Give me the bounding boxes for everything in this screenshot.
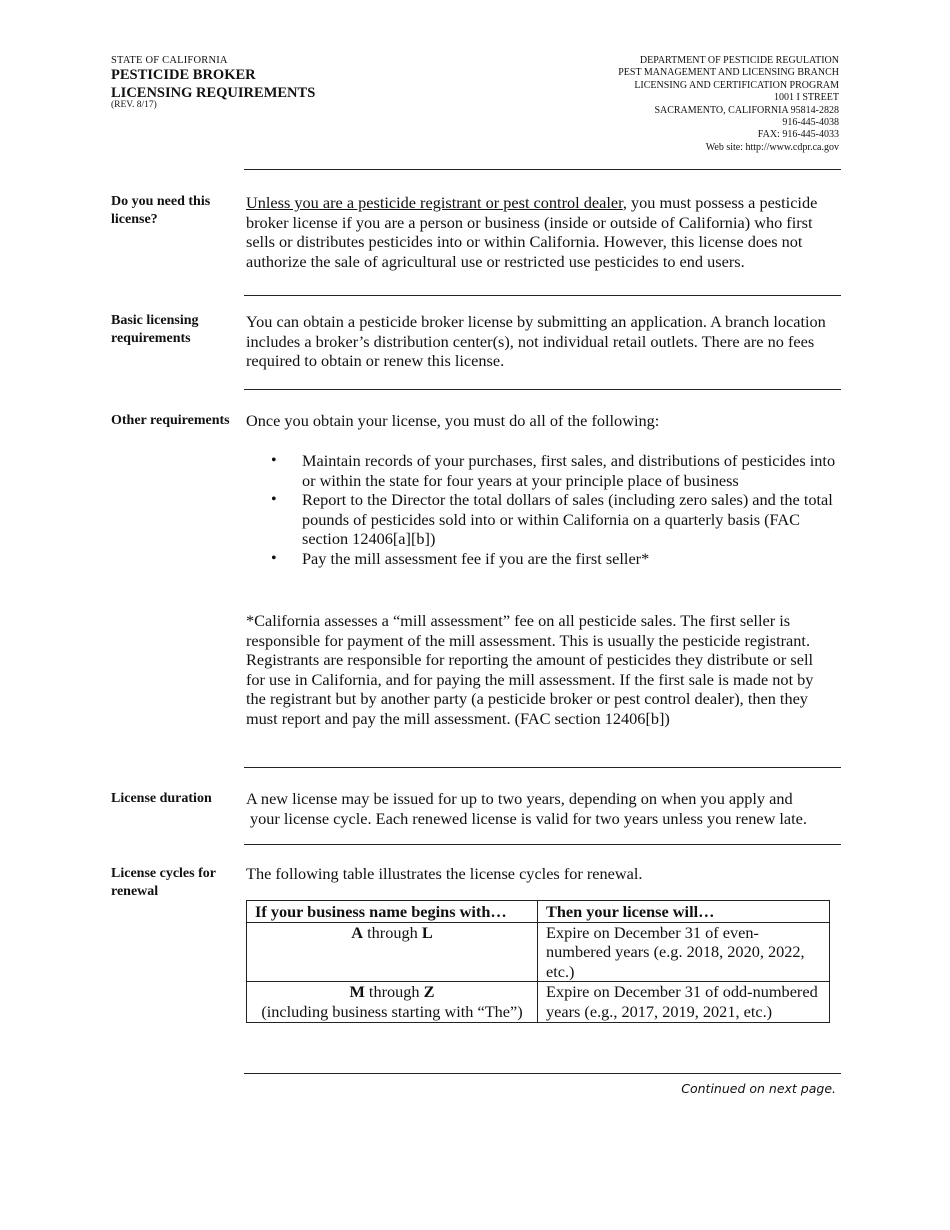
other-intro: Once you obtain your license, you must do all of the following:: [246, 411, 660, 430]
divider: [244, 295, 841, 296]
bullet-icon: •: [271, 491, 277, 509]
dept-line: 1001 I STREET: [774, 92, 839, 104]
dept-line: FAX: 916-445-4033: [757, 129, 839, 141]
department-address-block: [618, 55, 839, 154]
expiry-cell: Expire on December 31 of odd-numbered years (e.g., 2017, 2019, 2021, etc.): [538, 982, 830, 1022]
doc-title-line1: PESTICIDE BROKER: [111, 67, 256, 83]
website-line: Web site: http://www.cdpr.ca.gov: [705, 141, 839, 153]
duration-label: License duration: [111, 791, 212, 806]
name-range-cell: M through Z (including business starting with “The”): [247, 982, 538, 1022]
table-row: [247, 922, 830, 982]
dept-line: 916-445-4038: [782, 117, 839, 129]
need-body-text: , you must possess a pesticide broker license if you are a person or business (inside or outside of California) who first sells or distributes pesticides into or within California. However, this license does not authorize the sale of agricultural use or restricted use pesticides to end users.: [246, 193, 818, 271]
table-row: [247, 982, 830, 1022]
state-label: STATE OF CALIFORNIA: [111, 55, 228, 66]
need-label: Do you need this license?: [111, 194, 211, 227]
dept-line: SACRAMENTO, CALIFORNIA 95814-2828: [654, 104, 839, 116]
dept-line: DEPARTMENT OF PESTICIDE REGULATION: [639, 55, 839, 66]
table-header-row: [247, 901, 830, 923]
cycles-label: License cycles for renewal: [111, 866, 216, 899]
dept-line: LICENSING AND CERTIFICATION PROGRAM: [634, 79, 839, 91]
table-header-cell: If your business name begins with…: [247, 901, 538, 923]
bullet-icon: •: [271, 549, 277, 567]
basic-text: You can obtain a pesticide broker license by submitting an application. A branch location includes a broker’s distribution center(s), not individual retail outlets. There are no fees required to obtain or renew this license.: [246, 312, 826, 371]
dept-line: PEST MANAGEMENT AND LICENSING BRANCH: [618, 67, 839, 79]
table-header-cell: Then your license will…: [538, 901, 830, 923]
other-label: Other requirements: [111, 413, 230, 428]
duration-text: A new license may be issued for up to two years, depending on when you apply and your license cycle. Each renewed license is valid for two years unless you renew late.: [246, 789, 807, 828]
revision-label: (REV. 8/17): [111, 100, 157, 110]
list-item: • Pay the mill assessment fee if you are the first seller*: [271, 548, 650, 568]
basic-label: Basic licensing requirements: [111, 313, 199, 346]
list-item: • Maintain records of your purchases, first sales, and distributions of pesticides into or within the state for four years at your principle place of business: [271, 451, 836, 490]
need-underlined-text: Unless you are a pesticide registrant or pest control dealer: [246, 193, 623, 212]
license-cycle-table: [246, 900, 830, 1023]
cycles-intro: The following table illustrates the license cycles for renewal.: [246, 864, 643, 883]
doc-title-line2: LICENSING REQUIREMENTS: [111, 85, 316, 101]
mill-assessment-footnote: *California assesses a “mill assessment” fee on all pesticide sales. The first seller is responsible for payment of the mill assessment. This is usually the pesticide registrant. Registrants are responsible for reporting the amount of pesticides they distribute or sell for use in California, and for paying the mill assessment. If the first sale is made not by the registrant but by another party (a pesticide broker or pest control dealer), then they must report and pay the mill assessment. (FAC section 12406[b]): [246, 611, 814, 728]
other-bullet-list: [246, 451, 836, 569]
divider: [244, 1073, 841, 1074]
name-range-cell: A through L: [247, 922, 538, 982]
divider: [244, 767, 841, 768]
need-text: [246, 193, 836, 271]
bullet-icon: •: [271, 452, 277, 469]
divider: [244, 169, 841, 170]
divider: [244, 389, 841, 390]
expiry-cell: Expire on December 31 of even-numbered years (e.g. 2018, 2020, 2022, etc.): [538, 922, 830, 982]
list-item: • Report to the Director the total dollars of sales (including zero sales) and the total pounds of pesticides sold into or within California on a quarterly basis (FAC section 12406[a][b]): [271, 490, 833, 549]
header-left: [111, 55, 315, 110]
divider: [244, 844, 841, 845]
continued-note: Continued on next page.: [681, 1081, 836, 1096]
